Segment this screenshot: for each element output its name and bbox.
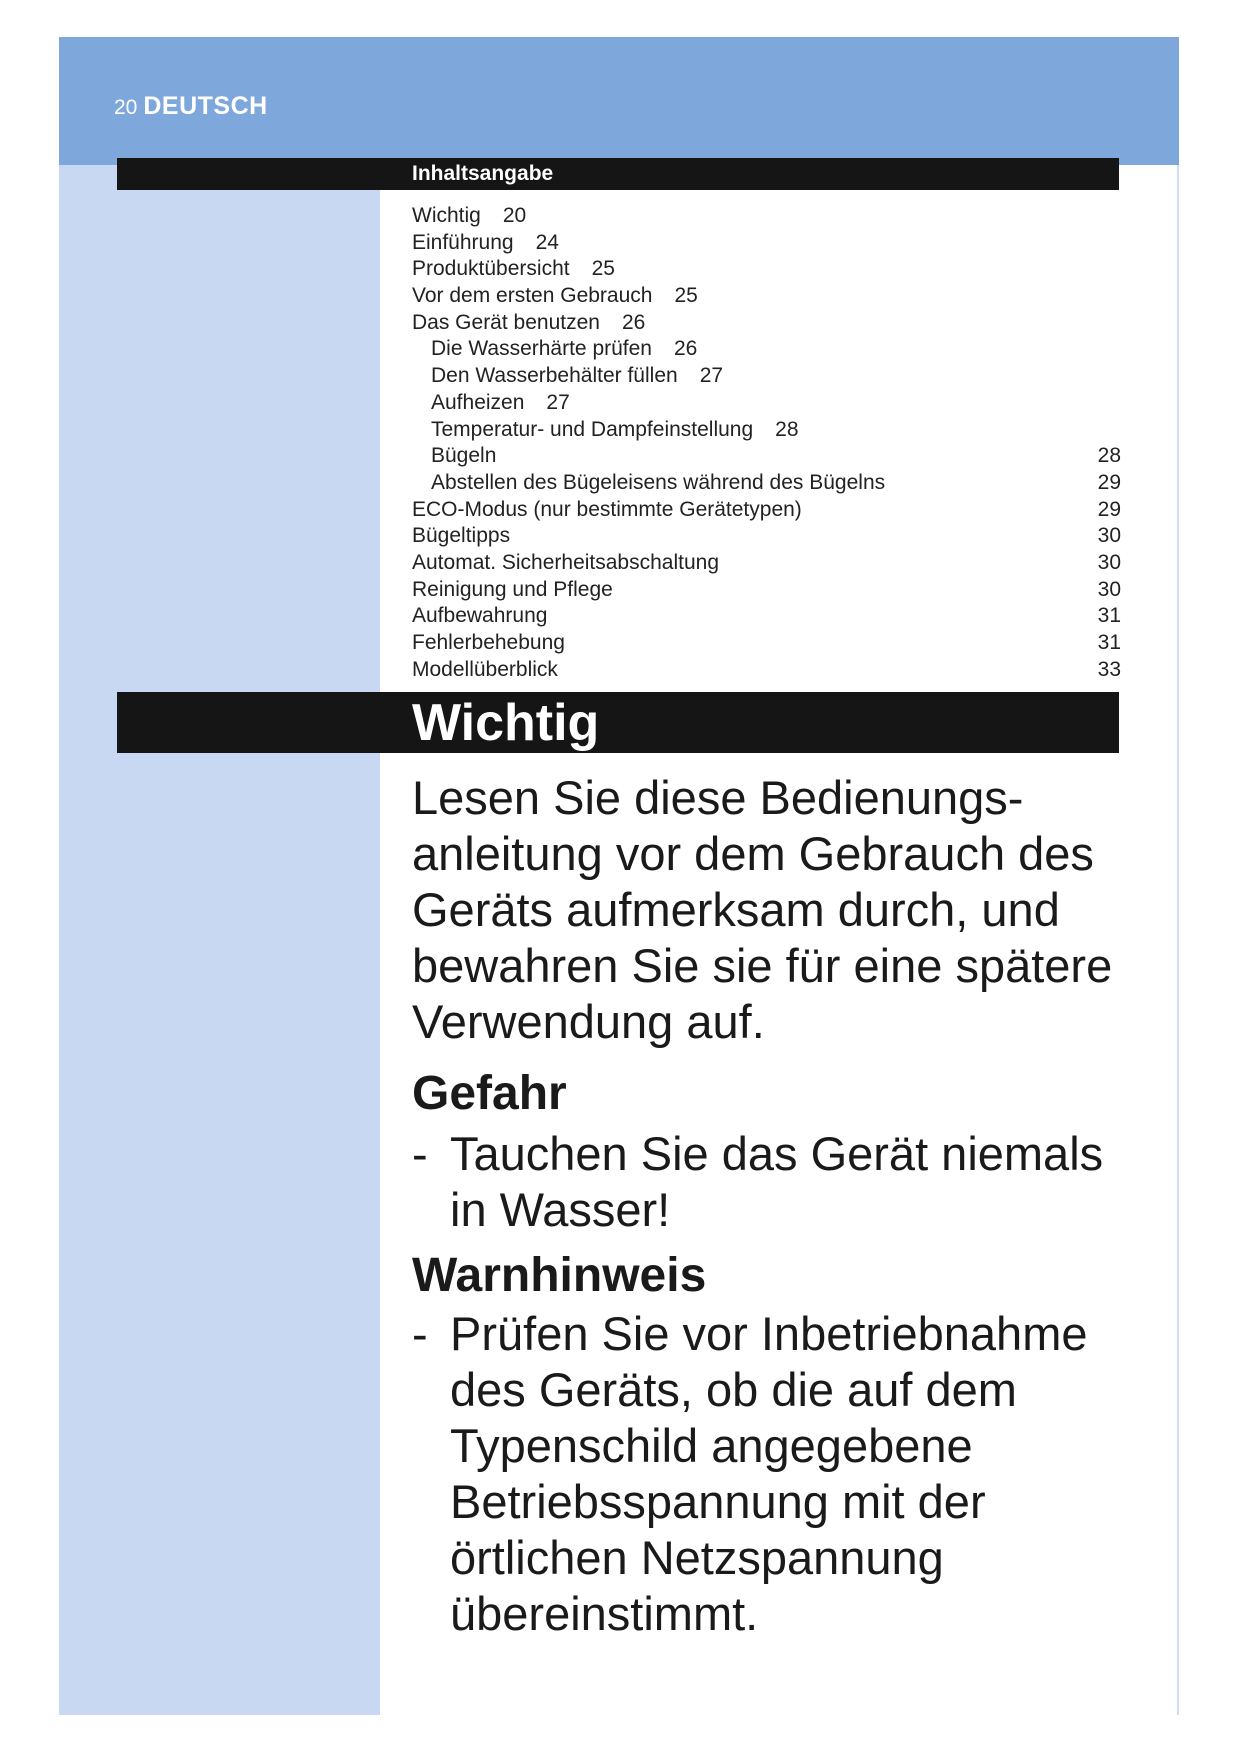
bullet-dash: - [412,1307,428,1360]
toc-entry-produktuebersicht[interactable] [412,256,1121,283]
bullet-text: Prüfen Sie vor Inbetriebnahme des Geräts, ob die auf dem Typenschild angegebene Betriebsspannung mit der örtlichen Netzspannung übereinstimmt. [450,1307,1088,1640]
toc-entry-page: 29 [1097,497,1121,521]
toc-entry-buegeltipps[interactable] [412,523,1121,550]
toc-entry-page: 30 [1097,524,1121,548]
language-label: DEUTSCH [143,92,268,120]
toc-entry-vor-dem-ersten-gebrauch[interactable] [412,283,1121,310]
toc-entry-page: 25 [591,257,615,281]
toc-entry-label: Bügeltipps [412,524,511,548]
section-title: Wichtig [412,694,600,752]
toc-entry-page: 29 [1097,470,1121,494]
toc-entry-page: 28 [1097,444,1121,468]
page-number: 20 [114,96,138,119]
toc-entry-fehlerbehebung[interactable] [412,630,1121,657]
toc-entry-label: Reinigung und Pflege [412,577,613,601]
toc-entry-label: Fehlerbehebung [412,631,565,654]
toc-entry-page: 33 [1097,657,1121,681]
right-margin-rule [1177,165,1179,1715]
toc-entry-label: Den Wasserbehälter füllen [431,364,678,388]
running-header [114,92,268,121]
toc-entry-page: 20 [502,204,527,227]
toc-entry-eco-modus[interactable] [412,497,1121,524]
toc-entry-page: 30 [1097,577,1121,601]
toc-entry-page: 30 [1097,550,1121,574]
toc-entry-label: Temperatur- und Dampfeinstellung [431,417,754,441]
toc-entry-label: Modellüberblick [412,657,558,681]
toc-entry-label: Abstellen des Bügeleisens während des Bügelns [431,470,886,494]
toc-entry-page: 25 [674,284,698,308]
intro-paragraph: Lesen Sie diese Bedienungs-anleitung vor dem Gebrauch des Geräts aufmerksam durch, und bewahren Sie sie für eine spätere Verwendung auf. [412,771,1113,1048]
toc-entry-sicherheitsabschaltung[interactable] [412,550,1121,577]
danger-bullet [412,1126,1132,1238]
toc-entry-label: Wichtig [412,204,481,227]
toc-title-bar [117,158,1119,190]
toc-entry-aufbewahrung[interactable] [412,603,1121,630]
toc-entry-page: 27 [699,364,724,388]
toc-entry-page: 27 [546,390,570,414]
toc-entry-page: 28 [775,417,799,441]
toc-entry-label: Aufbewahrung [412,604,548,628]
toc-entry-page: 24 [535,230,559,254]
toc-entry-modellueberblick[interactable] [412,657,1121,684]
toc-entry-wasserbehaelter-fuellen[interactable] [412,363,1121,390]
toc-entry-reinigung-pflege[interactable] [412,577,1121,604]
bullet-dash: - [412,1127,428,1180]
sidebar-band [59,165,380,1715]
toc-entry-abstellen-buegeleisen[interactable] [412,470,1121,497]
toc-entry-wasserhaerte-pruefen[interactable] [412,336,1121,363]
toc-entry-page: 31 [1097,631,1121,654]
table-of-contents [412,203,1121,683]
toc-entry-label: Produktübersicht [412,257,570,281]
toc-entry-temperatur-dampfeinstellung[interactable] [412,417,1121,444]
toc-entry-page: 26 [673,337,698,361]
toc-entry-buegeln[interactable] [412,443,1121,470]
toc-entry-label: Aufheizen [431,390,525,414]
toc-entry-label: Vor dem ersten Gebrauch [412,284,653,308]
section-title-bar [117,692,1119,753]
toc-entry-einfuehrung[interactable] [412,230,1121,257]
danger-heading: Gefahr [412,1067,567,1120]
toc-entry-label: Bügeln [431,444,497,468]
bullet-text: Tauchen Sie das Gerät niemals in Wasser! [450,1127,1104,1236]
warning-heading: Warnhinweis [412,1249,707,1302]
toc-entry-wichtig[interactable] [412,203,1121,230]
toc-entry-page: 26 [621,310,646,334]
toc-entry-aufheizen[interactable] [412,390,1121,417]
toc-entry-label: Automat. Sicherheitsabschaltung [412,550,720,574]
toc-entry-label: Das Gerät benutzen [412,310,600,334]
toc-entry-page: 31 [1097,604,1121,628]
toc-entry-label: Die Wasserhärte prüfen [431,337,652,361]
warning-bullet [412,1306,1132,1642]
toc-entry-label: ECO-Modus (nur bestimmte Gerätetypen) [412,497,802,521]
toc-entry-label: Einführung [412,230,514,254]
toc-title: Inhaltsangabe [412,162,554,185]
toc-entry-das-geraet-benutzen[interactable] [412,310,1121,337]
